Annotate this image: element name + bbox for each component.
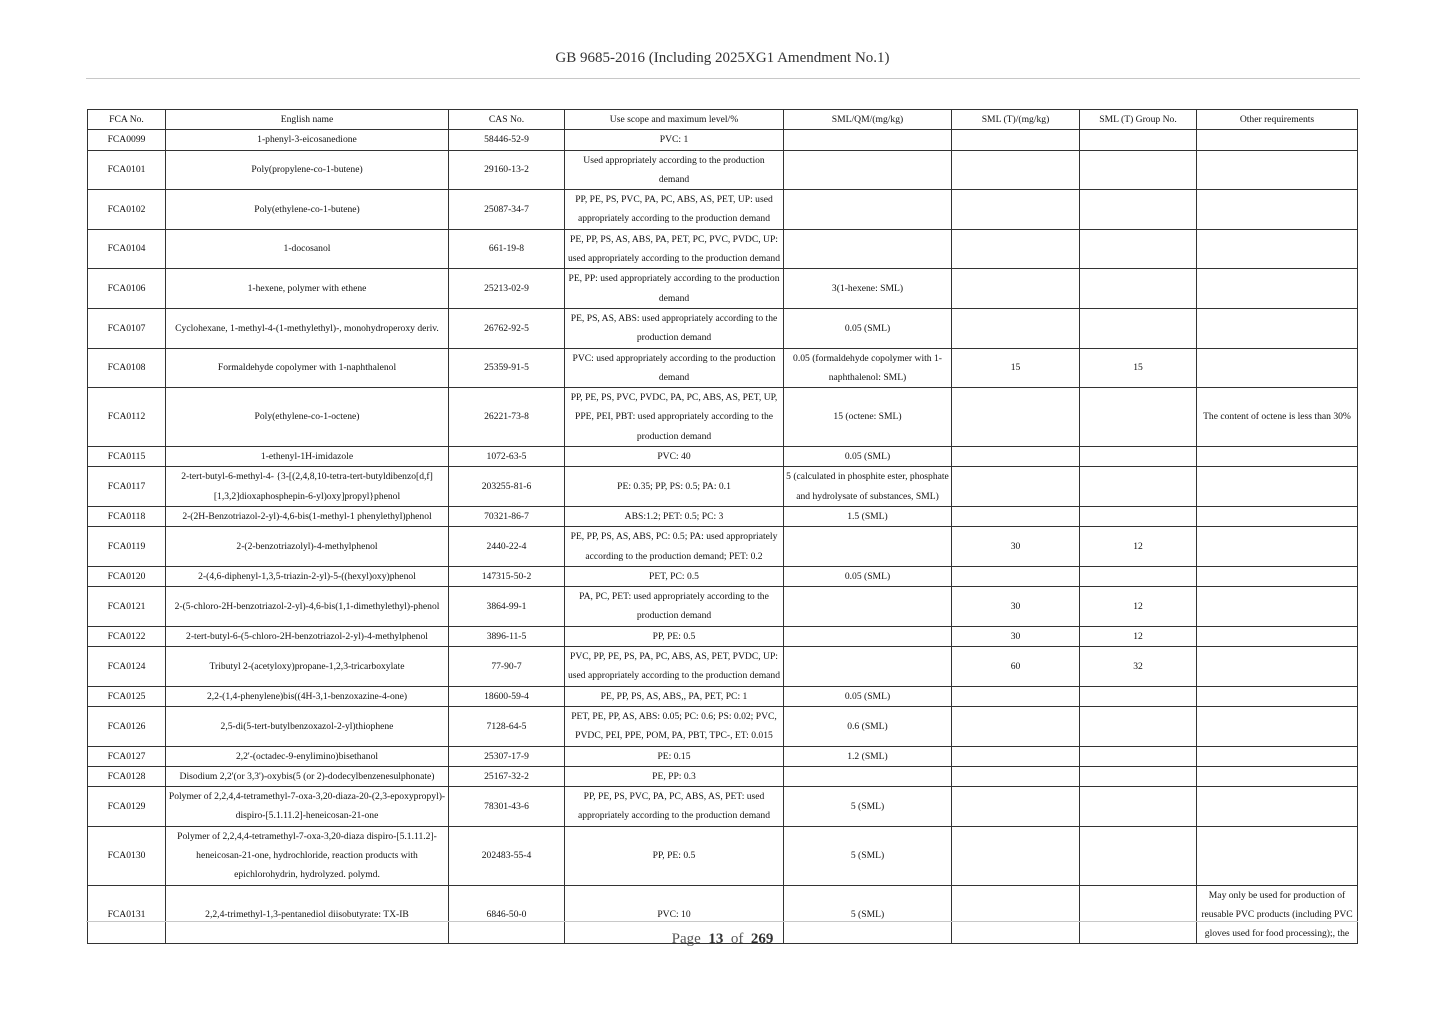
sml-t-group-cell xyxy=(1080,746,1197,766)
english-name-cell: 1-ethenyl-1H-imidazole xyxy=(166,447,449,467)
column-header-use-scope: Use scope and maximum level/% xyxy=(565,110,784,130)
fca-no-cell: FCA0120 xyxy=(88,566,166,586)
fca-no-cell: FCA0124 xyxy=(88,647,166,687)
other-requirements-cell xyxy=(1197,626,1358,646)
cas-no-cell: 3896-11-5 xyxy=(449,626,565,646)
page-label: Page xyxy=(671,931,701,947)
sml-qm-cell xyxy=(784,766,952,786)
sml-t-cell: 30 xyxy=(952,527,1080,567)
english-name-cell: 2-(2H-Benzotriazol-2-yl)-4,6-bis(1-methyl-1 phenylethyl)phenol xyxy=(166,506,449,526)
other-requirements-cell xyxy=(1197,527,1358,567)
sml-t-cell xyxy=(952,787,1080,827)
sml-t-group-cell xyxy=(1080,826,1197,885)
cas-no-cell: 18600-59-4 xyxy=(449,686,565,706)
use-scope-cell: ABS:1.2; PET: 0.5; PC: 3 xyxy=(565,506,784,526)
sml-qm-cell: 0.05 (SML) xyxy=(784,447,952,467)
table-row xyxy=(88,566,1358,586)
use-scope-cell: PVC: 10 xyxy=(565,885,784,944)
sml-qm-cell: 15 (octene: SML) xyxy=(784,388,952,447)
use-scope-cell: PVC: used appropriately according to the production demand xyxy=(565,348,784,388)
column-header-english-name: English name xyxy=(166,110,449,130)
use-scope-cell: PP, PE: 0.5 xyxy=(565,626,784,646)
table-row xyxy=(88,130,1358,150)
sml-t-cell: 30 xyxy=(952,587,1080,627)
sml-t-cell xyxy=(952,308,1080,348)
fca-no-cell: FCA0117 xyxy=(88,467,166,507)
other-requirements-cell: May only be used for production of reusable PVC products (including PVC gloves used for food processing);, the xyxy=(1197,885,1358,944)
cas-no-cell: 25087-34-7 xyxy=(449,190,565,230)
other-requirements-cell xyxy=(1197,766,1358,786)
cas-no-cell: 7128-64-5 xyxy=(449,706,565,746)
fca-no-cell: FCA0101 xyxy=(88,150,166,190)
english-name-cell: 2,2-(1,4-phenylene)bis((4H-3,1-benzoxazine-4-one) xyxy=(166,686,449,706)
use-scope-cell: PE, PP, PS, AS, ABS, PC: 0.5; PA: used appropriately according to the production demand; PET: 0.2 xyxy=(565,527,784,567)
sml-t-cell xyxy=(952,706,1080,746)
fca-no-cell: FCA0099 xyxy=(88,130,166,150)
use-scope-cell: PE: 0.35; PP, PS: 0.5; PA: 0.1 xyxy=(565,467,784,507)
english-name-cell: 2,2,4-trimethyl-1,3-pentanediol diisobutyrate: TX-IB xyxy=(166,885,449,944)
page-of-label: of xyxy=(730,931,744,947)
sml-t-cell xyxy=(952,826,1080,885)
sml-t-group-cell xyxy=(1080,229,1197,269)
sml-t-cell xyxy=(952,150,1080,190)
sml-qm-cell: 0.6 (SML) xyxy=(784,706,952,746)
english-name-cell: 2-(4,6-diphenyl-1,3,5-triazin-2-yl)-5-((hexyl)oxy)phenol xyxy=(166,566,449,586)
column-header-sml-t: SML (T)/(mg/kg) xyxy=(952,110,1080,130)
sml-t-group-cell: 12 xyxy=(1080,527,1197,567)
sml-t-group-cell xyxy=(1080,787,1197,827)
column-header-other-requirements: Other requirements xyxy=(1197,110,1358,130)
use-scope-cell: PET, PC: 0.5 xyxy=(565,566,784,586)
table-row xyxy=(88,686,1358,706)
sml-t-group-cell xyxy=(1080,447,1197,467)
sml-t-group-cell: 15 xyxy=(1080,348,1197,388)
other-requirements-cell xyxy=(1197,308,1358,348)
sml-t-cell xyxy=(952,566,1080,586)
sml-qm-cell: 0.05 (SML) xyxy=(784,566,952,586)
fca-no-cell: FCA0126 xyxy=(88,706,166,746)
sml-qm-cell: 0.05 (SML) xyxy=(784,686,952,706)
sml-qm-cell xyxy=(784,190,952,230)
table-row xyxy=(88,647,1358,687)
english-name-cell: 2-tert-butyl-6-(5-chloro-2H-benzotriazol-2-yl)-4-methylphenol xyxy=(166,626,449,646)
sml-t-group-cell xyxy=(1080,566,1197,586)
use-scope-cell: PE, PP: used appropriately according to the production demand xyxy=(565,269,784,309)
cas-no-cell: 25307-17-9 xyxy=(449,746,565,766)
table-row xyxy=(88,150,1358,190)
sml-t-group-cell xyxy=(1080,130,1197,150)
page-number-current: 13 xyxy=(708,931,724,947)
sml-t-group-cell xyxy=(1080,686,1197,706)
english-name-cell: 2-(5-chloro-2H-benzotriazol-2-yl)-4,6-bis(1,1-dimethylethyl)-phenol xyxy=(166,587,449,627)
english-name-cell: 1-phenyl-3-eicosanedione xyxy=(166,130,449,150)
sml-qm-cell: 0.05 (SML) xyxy=(784,308,952,348)
table-row xyxy=(88,527,1358,567)
cas-no-cell: 29160-13-2 xyxy=(449,150,565,190)
use-scope-cell: PE: 0.15 xyxy=(565,746,784,766)
use-scope-cell: Used appropriately according to the production demand xyxy=(565,150,784,190)
other-requirements-cell xyxy=(1197,229,1358,269)
page-number-total: 269 xyxy=(750,931,774,947)
fca-no-cell: FCA0125 xyxy=(88,686,166,706)
sml-qm-cell: 5 (SML) xyxy=(784,826,952,885)
sml-t-cell xyxy=(952,447,1080,467)
use-scope-cell: PVC, PP, PE, PS, PA, PC, ABS, AS, PET, PVDC, UP: used appropriately according to the production demand xyxy=(565,647,784,687)
table-row xyxy=(88,706,1358,746)
fca-no-cell: FCA0118 xyxy=(88,506,166,526)
table-row xyxy=(88,826,1358,885)
footer-divider xyxy=(86,921,1358,922)
fca-no-cell: FCA0115 xyxy=(88,447,166,467)
use-scope-cell: PVC: 40 xyxy=(565,447,784,467)
cas-no-cell: 25359-91-5 xyxy=(449,348,565,388)
sml-t-group-cell: 32 xyxy=(1080,647,1197,687)
english-name-cell: Polymer of 2,2,4,4-tetramethyl-7-oxa-3,20-diaza-20-(2,3-epoxypropyl)-dispiro-[5.1.11.2]-heneicosan-21-one xyxy=(166,787,449,827)
use-scope-cell: PE, PP: 0.3 xyxy=(565,766,784,786)
fca-no-cell: FCA0131 xyxy=(88,885,166,944)
sml-qm-cell xyxy=(784,647,952,687)
use-scope-cell: PE, PS, AS, ABS: used appropriately according to the production demand xyxy=(565,308,784,348)
other-requirements-cell xyxy=(1197,506,1358,526)
table-row xyxy=(88,587,1358,627)
cas-no-cell: 202483-55-4 xyxy=(449,826,565,885)
english-name-cell: 1-hexene, polymer with ethene xyxy=(166,269,449,309)
fca-no-cell: FCA0106 xyxy=(88,269,166,309)
column-header-cas-no: CAS No. xyxy=(449,110,565,130)
english-name-cell: Polymer of 2,2,4,4-tetramethyl-7-oxa-3,20-diaza dispiro-[5.1.11.2]-heneicosan-21-one, hydrochloride, reaction products with epichlorohydrin, hydrolyzed. polymd. xyxy=(166,826,449,885)
use-scope-cell: PA, PC, PET: used appropriately according to the production demand xyxy=(565,587,784,627)
sml-t-cell xyxy=(952,686,1080,706)
sml-t-cell xyxy=(952,190,1080,230)
sml-qm-cell: 0.05 (formaldehyde copolymer with 1-naphthalenol: SML) xyxy=(784,348,952,388)
english-name-cell: 2,2'-(octadec-9-enylimino)bisethanol xyxy=(166,746,449,766)
english-name-cell: Cyclohexane, 1-methyl-4-(1-methylethyl)-, monohydroperoxy deriv. xyxy=(166,308,449,348)
other-requirements-cell xyxy=(1197,587,1358,627)
sml-t-cell xyxy=(952,388,1080,447)
english-name-cell: 2,5-di(5-tert-butylbenzoxazol-2-yl)thiophene xyxy=(166,706,449,746)
cas-no-cell: 1072-63-5 xyxy=(449,447,565,467)
cas-no-cell: 203255-81-6 xyxy=(449,467,565,507)
fca-no-cell: FCA0129 xyxy=(88,787,166,827)
sml-qm-cell xyxy=(784,626,952,646)
sml-t-group-cell xyxy=(1080,308,1197,348)
sml-qm-cell: 1.5 (SML) xyxy=(784,506,952,526)
use-scope-cell: PE, PP, PS, AS, ABS, PA, PET, PC, PVC, PVDC, UP: used appropriately according to the production demand xyxy=(565,229,784,269)
sml-t-group-cell: 12 xyxy=(1080,587,1197,627)
use-scope-cell: PET, PE, PP, AS, ABS: 0.05; PC: 0.6; PS: 0.02; PVC, PVDC, PEI, PPE, POM, PA, PBT, TPC-, ET: 0.015 xyxy=(565,706,784,746)
use-scope-cell: PE, PP, PS, AS, ABS,, PA, PET, PC: 1 xyxy=(565,686,784,706)
other-requirements-cell xyxy=(1197,130,1358,150)
table-row xyxy=(88,787,1358,827)
sml-t-cell xyxy=(952,269,1080,309)
other-requirements-cell xyxy=(1197,787,1358,827)
sml-t-cell xyxy=(952,766,1080,786)
sml-t-group-cell xyxy=(1080,269,1197,309)
cas-no-cell: 3864-99-1 xyxy=(449,587,565,627)
english-name-cell: Disodium 2,2'(or 3,3')-oxybis(5 (or 2)-dodecylbenzenesulphonate) xyxy=(166,766,449,786)
english-name-cell: Formaldehyde copolymer with 1-naphthalenol xyxy=(166,348,449,388)
table-row xyxy=(88,746,1358,766)
other-requirements-cell: The content of octene is less than 30% xyxy=(1197,388,1358,447)
fca-no-cell: FCA0108 xyxy=(88,348,166,388)
page-footer xyxy=(0,931,1445,948)
table-row xyxy=(88,388,1358,447)
other-requirements-cell xyxy=(1197,269,1358,309)
sml-t-cell xyxy=(952,746,1080,766)
table-row xyxy=(88,190,1358,230)
table-body xyxy=(88,130,1358,944)
cas-no-cell: 70321-86-7 xyxy=(449,506,565,526)
table-header-row xyxy=(88,110,1358,130)
table-row xyxy=(88,766,1358,786)
english-name-cell: 1-docosanol xyxy=(166,229,449,269)
sml-qm-cell: 1.2 (SML) xyxy=(784,746,952,766)
sml-t-cell xyxy=(952,467,1080,507)
table-row xyxy=(88,467,1358,507)
sml-t-cell: 60 xyxy=(952,647,1080,687)
other-requirements-cell xyxy=(1197,447,1358,467)
english-name-cell: Poly(propylene-co-1-butene) xyxy=(166,150,449,190)
fca-no-cell: FCA0130 xyxy=(88,826,166,885)
table-row xyxy=(88,447,1358,467)
sml-t-cell: 30 xyxy=(952,626,1080,646)
fca-table xyxy=(87,109,1358,944)
sml-t-group-cell: 12 xyxy=(1080,626,1197,646)
english-name-cell: 2-(2-benzotriazolyl)-4-methylphenol xyxy=(166,527,449,567)
sml-t-group-cell xyxy=(1080,388,1197,447)
other-requirements-cell xyxy=(1197,467,1358,507)
sml-t-group-cell xyxy=(1080,467,1197,507)
sml-qm-cell: 5 (calculated in phosphite ester, phosphate and hydrolysate of substances, SML) xyxy=(784,467,952,507)
other-requirements-cell xyxy=(1197,348,1358,388)
other-requirements-cell xyxy=(1197,150,1358,190)
sml-qm-cell xyxy=(784,587,952,627)
sml-t-cell xyxy=(952,130,1080,150)
cas-no-cell: 2440-22-4 xyxy=(449,527,565,567)
other-requirements-cell xyxy=(1197,686,1358,706)
use-scope-cell: PP, PE, PS, PVC, PA, PC, ABS, AS, PET: used appropriately according to the production demand xyxy=(565,787,784,827)
fca-no-cell: FCA0128 xyxy=(88,766,166,786)
table-row xyxy=(88,626,1358,646)
cas-no-cell: 26221-73-8 xyxy=(449,388,565,447)
english-name-cell: 2-tert-butyl-6-methyl-4- {3-[(2,4,8,10-tetra-tert-butyldibenzo[d,f][1,3,2]dioxaphosphepin-6-yl)oxy]propyl}phenol xyxy=(166,467,449,507)
fca-no-cell: FCA0119 xyxy=(88,527,166,567)
table-row xyxy=(88,348,1358,388)
cas-no-cell: 6846-50-0 xyxy=(449,885,565,944)
sml-qm-cell: 5 (SML) xyxy=(784,787,952,827)
other-requirements-cell xyxy=(1197,647,1358,687)
cas-no-cell: 661-19-8 xyxy=(449,229,565,269)
cas-no-cell: 77-90-7 xyxy=(449,647,565,687)
other-requirements-cell xyxy=(1197,190,1358,230)
sml-t-group-cell xyxy=(1080,506,1197,526)
column-header-sml-t-group: SML (T) Group No. xyxy=(1080,110,1197,130)
sml-qm-cell: 3(1-hexene: SML) xyxy=(784,269,952,309)
cas-no-cell: 78301-43-6 xyxy=(449,787,565,827)
sml-t-group-cell xyxy=(1080,706,1197,746)
use-scope-cell: PVC: 1 xyxy=(565,130,784,150)
column-header-sml-qm: SML/QM/(mg/kg) xyxy=(784,110,952,130)
sml-t-cell: 15 xyxy=(952,348,1080,388)
other-requirements-cell xyxy=(1197,826,1358,885)
fca-no-cell: FCA0127 xyxy=(88,746,166,766)
fca-no-cell: FCA0107 xyxy=(88,308,166,348)
sml-qm-cell xyxy=(784,527,952,567)
fca-no-cell: FCA0122 xyxy=(88,626,166,646)
cas-no-cell: 25213-02-9 xyxy=(449,269,565,309)
cas-no-cell: 25167-32-2 xyxy=(449,766,565,786)
fca-no-cell: FCA0102 xyxy=(88,190,166,230)
table-row xyxy=(88,308,1358,348)
sml-qm-cell xyxy=(784,229,952,269)
use-scope-cell: PP, PE, PS, PVC, PVDC, PA, PC, ABS, AS, PET, UP, PPE, PEI, PBT: used appropriately according to the production demand xyxy=(565,388,784,447)
cas-no-cell: 58446-52-9 xyxy=(449,130,565,150)
fca-no-cell: FCA0121 xyxy=(88,587,166,627)
header-divider xyxy=(86,78,1360,79)
fca-no-cell: FCA0112 xyxy=(88,388,166,447)
sml-t-cell xyxy=(952,229,1080,269)
table-row xyxy=(88,506,1358,526)
sml-t-group-cell xyxy=(1080,150,1197,190)
other-requirements-cell xyxy=(1197,706,1358,746)
sml-t-group-cell xyxy=(1080,766,1197,786)
sml-t-group-cell xyxy=(1080,190,1197,230)
english-name-cell: Tributyl 2-(acetyloxy)propane-1,2,3-tricarboxylate xyxy=(166,647,449,687)
cas-no-cell: 26762-92-5 xyxy=(449,308,565,348)
english-name-cell: Poly(ethylene-co-1-octene) xyxy=(166,388,449,447)
document-header: GB 9685-2016 (Including 2025XG1 Amendment No.1) xyxy=(555,50,890,66)
use-scope-cell: PP, PE: 0.5 xyxy=(565,826,784,885)
sml-t-cell xyxy=(952,506,1080,526)
sml-qm-cell: 5 (SML) xyxy=(784,885,952,944)
cas-no-cell: 147315-50-2 xyxy=(449,566,565,586)
table-row xyxy=(88,229,1358,269)
sml-qm-cell xyxy=(784,130,952,150)
column-header-fca-no: FCA No. xyxy=(88,110,166,130)
other-requirements-cell xyxy=(1197,746,1358,766)
english-name-cell: Poly(ethylene-co-1-butene) xyxy=(166,190,449,230)
other-requirements-cell xyxy=(1197,566,1358,586)
table-row xyxy=(88,269,1358,309)
fca-no-cell: FCA0104 xyxy=(88,229,166,269)
sml-qm-cell xyxy=(784,150,952,190)
use-scope-cell: PP, PE, PS, PVC, PA, PC, ABS, AS, PET, UP: used appropriately according to the production demand xyxy=(565,190,784,230)
